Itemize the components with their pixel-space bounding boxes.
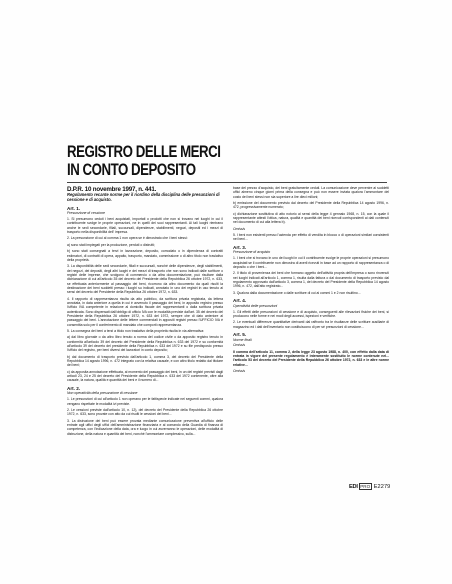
paragraph: a) sono stati impiegati per la produzione, perduti o distrutti; <box>67 242 156 247</box>
paragraph: 1. Le presunzioni di cui all'articolo 1 non operano per le fattispecie indicate nei seguenti commi, qualora vengano rispettate le modalità ivi previste. <box>67 397 223 406</box>
decree-heading: D.P.R. 10 novembre 1997, n. 441. <box>67 186 157 193</box>
paragraph: 4. Il rapporto di rappresentanza risulta da atto pubblico, da scrittura privata registrata, da lettera annotata, in data anteriore a quella in cui è avvenuto il passaggio dei beni, in apposito registro presso l'ufficio IVA competente in relazione al domicilio fiscale dei rappresentanti o dalla scrittura privata autenticata. Sono dispensati dall'obbligo di ufficio IVA con le modalità previste dall'art. 35 del decreto del Presidente della Repubblica 26 ottobre 1972, n. 633 del 1972, sempre che di dato anteriore al passaggio dei beni. L'annotazione delle lettere commerciali in appositi registri presso l'UFFICIO IVA è consentita solo per il conferimento di mandato che comporti rappresentanza. <box>67 296 223 327</box>
article-subtitle: Presunzione di acquisto <box>233 250 271 255</box>
paragraph: 2. Le eventuali differenze quantitative derivanti dal raffronto tra le risultanze delle scritture ausiliarie di magazzino ed i dati dell'inventario non costituiscono di per sé presunzioni di cessione... <box>233 320 389 329</box>
paragraph: a) dal libro giornale o da altro libro tenuto a norma del codice civile o da apposito registro tenuto in conformità all'articolo 39 del decreto del Presidente della Repubblica n. 633 del 1972 e su conformità all'articolo 39 del decreto del presidente della Repubblica n. 633 del 1972 e su file predisposto presso l'ufficio del registro, per beni diversi dei lavoratori in conto deposito; <box>67 335 223 353</box>
decree-subtitle: Regolamento recante norme per il riordino della disciplina delle presunzioni di cessione e di acquisto. <box>67 192 220 202</box>
paragraph: 1. Si presumono ceduti i beni acquistati, importati o prodotti che non si trovano nei luoghi in cui il contribuente svolge le proprie operazioni, ne in quelli dei suoi rappresentanti. Ai tali luoghi rientrano anche le sedi secondarie, filiali, succursali, dipendenze, stabilimenti, negozi, depositi ed i mezzi di trasporto nella disponibilità dell' impresa. <box>67 217 223 235</box>
article-subtitle: Presunzione di cessione <box>67 211 105 216</box>
paragraph: 1. I beni che si trovano in uno dei luoghi in cui il contribuente svolge le proprie operazioni si presumono acquistati se il contribuente non dimostra di averli ricevuti in base ad un rapporto di rappresentanza o di deposito o che i beni... <box>233 256 389 269</box>
omissis-note: Omissis <box>233 369 246 374</box>
omissis-note: Omissis <box>233 226 246 231</box>
paragraph: 5. I beni non esistenti presso l'azienda per effetto di vendita in blocco o di operazioni similari consistenti nei beni... <box>233 233 389 242</box>
left-text-column <box>67 186 223 438</box>
paragraph: 3. La disponibilità delle sedi secondarie, filiali e succursali, nonché delle dipendenze, degli stabilimenti, dei negozi, dei depositi, degli altri luoghi e dei mezzi di trasporto che non sono indicati dalle scritture o registri delle imprese, che svolgono di commercio o da altra documentazione, può risultare dalla dichiarazione di cui all'articolo 35 del decreto del Presidente della Repubblica 26 ottobre 1972, n. 633, se effettuata anteriormente al passaggio dei beni, ricorrono da altro documento da quali risulti la destinazione dei beni suddetti presso i luoghi su indicati, annotato in uno dei registri in uso tenuto ai sensi del decreto del Presidente della Repubblica 26 ottobre 1972, n. 633. <box>67 264 223 295</box>
article-title: Art. 1. <box>67 205 81 211</box>
paragraph: b) sono stati consegnati a terzi in lavorazione, deposito, comodato o in dipendenza di contratti estimatori, di contratti di opera, appalto, trasporto, mandato, commissione o di altro titolo non traslativo della proprietà. <box>67 249 223 262</box>
right-text-column <box>233 186 389 375</box>
logo-brand: EDI <box>349 483 358 490</box>
paragraph: 2. La presunzione di cui al comma 1 non opera se è dimostrato che i beni stessi: <box>67 236 188 241</box>
article-title: Art. 3. <box>233 244 247 250</box>
paragraph: 3. La distruzione dei beni può essere provata mediante comunicazione preventiva all'ufficio delle entrate agli uffici degli uffici dell'amministrazione finanziaria e al comando della Guardia di finanza di competenza, con l'indicazione della data, ora e luogo in cui avverranno le operazioni, delle modalità di distruzione, della natura e quantità dei beni, nonché l'ammontare complessivo, sulla... <box>67 418 223 436</box>
paragraph: 3. Qualora dalla documentazione o dalle scritture di cui ai commi 1 e 2 non risultino... <box>233 290 361 295</box>
article-title: Art. 2. <box>67 385 81 391</box>
title-line-1: REGISTRO DELLE MERCI <box>67 142 221 161</box>
paragraph: b) dal documento di trasporto previsto dall'articolo 1, comma 3, del decreto del Presidente della Repubblica 14 agosto 1996, n. 472 integrato con la relativa causale, e con altro titolo redatto dal titolare dei beni; <box>67 354 223 368</box>
paragraph: 2. Il titolo di provenienza dei beni che formano oggetto dell'attività propria dell'impresa o sono rinvenuti nei luoghi indicati all'articolo 1, comma 1, risulta dalla fattura o dal documento di trasporto previsto dal regolamento approvato dall'articolo 3, comma 1, del decreto del Presidente della Repubblica 14 agosto 1996, n. 472, dall'atto registrato... <box>233 271 389 289</box>
article-title: Art. 5. <box>233 331 247 337</box>
paragraph: base del prezzo d'acquisto, dei beni gratuitamente ceduti. La comunicazione deve pervenire ai suddetti uffici almeno cinque giorni prima della consegna e può non essere inviata qualora l'ammontare del costo dei beni stessi non sia superiore a lire dieci milioni; <box>233 186 389 199</box>
article-subtitle: Norme finali <box>233 337 252 342</box>
page-title <box>67 143 223 179</box>
form-code: E2279 <box>373 483 391 490</box>
paragraph: b) emissione del documento previsto dal decreto del Presidente della Repubblica 14 agosto 1996, n. 472, progressivamente numerato; <box>233 201 389 210</box>
paragraph: 2. Le cessioni previste dall'articolo 10, n. 12), del decreto del Presidente della Repubblica 26 ottobre 1972, n. 633, sono provate con atto da cui risulti le cessioni dei beni... <box>67 407 223 417</box>
paragraph: Il comma dell'articolo 11, comma 2, della legge 23 agosto 1988, n. 400, con effetto dalla data di entrata in vigore del presente regolamento è interamente sostituito le norme contenute nel... l'articolo 53 del decreto del Presidente della Repubblica 26 ottobre 1972, n. 633 e le altre norme relative... <box>233 349 389 367</box>
article-title: Art. 4. <box>233 298 247 304</box>
paragraph: 1. Gli effetti delle presunzioni di cessione e di acquisto, conseguenti alle rilevazioni fisiche dei beni, si producono nelle forme e nei modi degli accessi, ispezioni e verifiche. <box>233 309 389 318</box>
article-subtitle: Non operatività della presunzione di cessione <box>67 391 138 396</box>
article-subtitle: Operatività delle presunzioni <box>233 303 278 308</box>
title-divider <box>67 182 387 183</box>
paragraph: 5. La consegna dei beni a terzi a titolo non traslativo della proprietà risulta in via alternativa: <box>67 329 205 333</box>
paragraph: c) da apposita annotazione effettuata, al momento del passaggio dei beni, in un del registri previsti dagli articoli 23, 24 e 25 del decreto del Presidente della Repubblica n. 633 del 1972 contenente, oltre alla causale, la natura, qualità e quantità dei beni e il numero di... <box>67 369 223 383</box>
logo-badge: PRO <box>360 484 371 489</box>
title-line-2: IN CONTO DEPOSITO <box>67 160 196 179</box>
publisher-logo <box>349 483 390 490</box>
omissis-note: Omissis <box>233 343 246 348</box>
paragraph: c) dichiarazione sostitutiva di atto notorio ai sensi della legge 4 gennaio 1968, n. 15, con la quale il rappresentante attesti l'ottica, natura, qualità e quantità dei beni ricevuti corrispondenti ai dati contenuti nel documento di cui alla lettera b). <box>233 211 389 225</box>
